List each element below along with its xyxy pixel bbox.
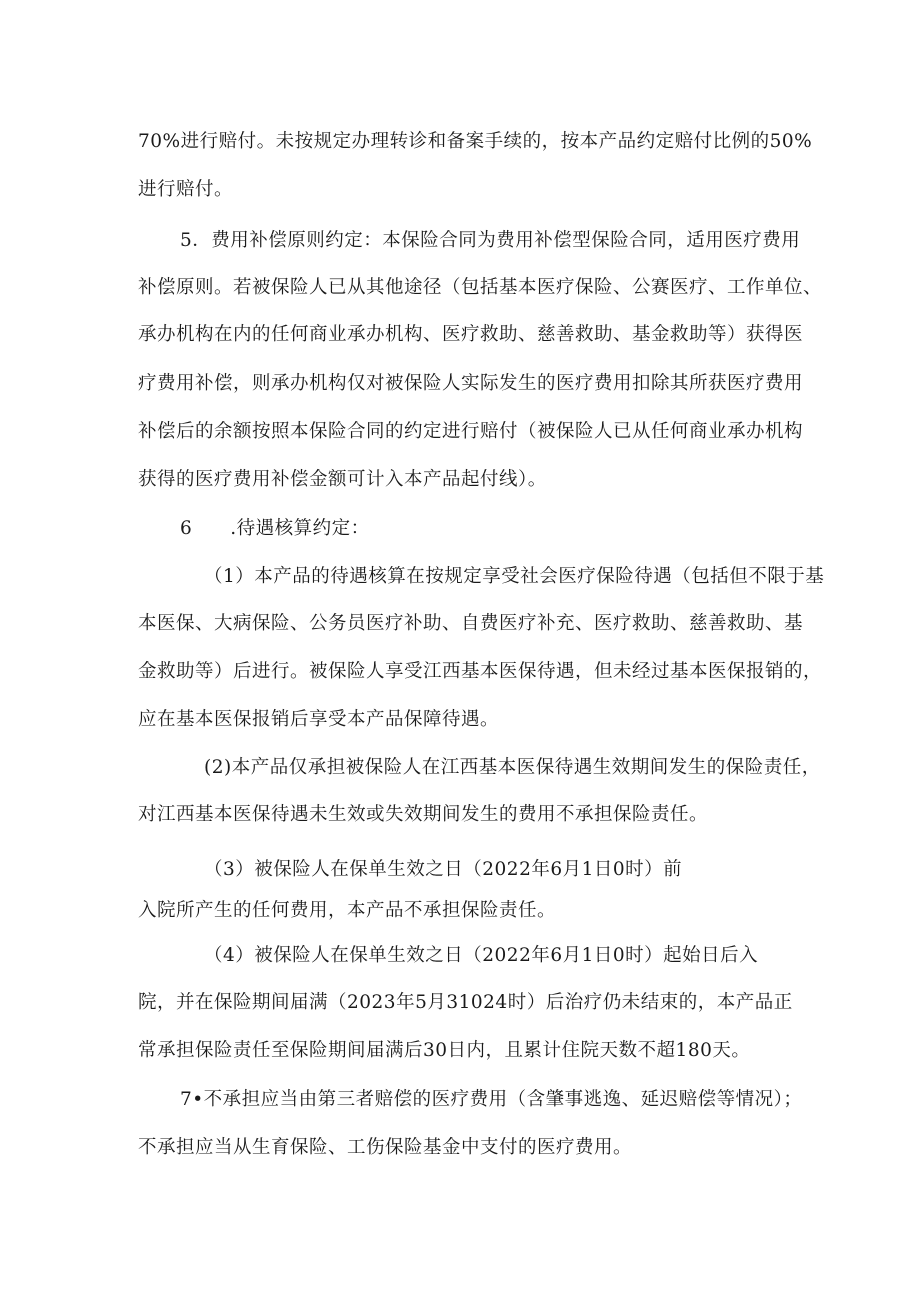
text-line: 进行赔付。 [138, 179, 234, 200]
text-line: 不承担应当从生育保险、工伤保险基金中支付的医疗费用。 [138, 1137, 633, 1158]
text-line: 70%进行赔付。未按规定办理转诊和备案手续的，按本产品约定赔付比例的50% [138, 131, 813, 152]
text-line: （3）被保险人在保单生效之日（2022年6月1日0时）前 [204, 859, 683, 880]
text-line: 承办机构在内的任何商业承办机构、医疗救助、慈善救助、基金救助等）获得医 [138, 324, 804, 345]
text-line: 常承担保险责任至保险期间届满后30日内，且累计住院天数不超180天。 [138, 1040, 751, 1061]
text-line: (2)本产品仅承担被保险人在江西基本医保待遇生效期间发生的保险责任， [204, 757, 821, 778]
text-line: 获得的医疗费用补偿金额可计入本产品起付线）。 [138, 469, 547, 490]
text-line: （1）本产品的待遇核算在按规定享受社会医疗保险待遇（包括但不限于基 [204, 566, 825, 587]
text-line: 应在基本医保报销后享受本产品保障待遇。 [138, 709, 500, 730]
text-line: 5．费用补偿原则约定：本保险合同为费用补偿型保险合同，适用医疗费用 [180, 230, 801, 251]
text-line: 入院所产生的任何费用，本产品不承担保险责任。 [138, 900, 557, 921]
text-line: （4）被保险人在保单生效之日（2022年6月1日0时）起始日后入 [204, 945, 759, 966]
text-line: 金救助等）后进行。被保险人享受江西基本医保待遇，但未经过基本医保报销的， [138, 661, 823, 682]
text-line: 6 .待遇核算约定： [180, 518, 370, 539]
text-line: 补偿原则。若被保险人已从其他途径（包括基本医疗保险、公赛医疗、工作单位、 [138, 277, 823, 298]
text-line: 疗费用补偿，则承办机构仅对被保险人实际发生的医疗费用扣除其所获医疗费用 [138, 373, 804, 394]
text-line: 院，并在保险期间届满（2023年5月31024时）后治疗仍未结束的，本产品正 [138, 992, 793, 1013]
text-line: 本医保、大病保险、公务员医疗补助、自费医疗补充、医疗救助、慈善救助、基 [138, 613, 804, 634]
text-line: 7•不承担应当由第三者赔偿的医疗费用（含肇事逃逸、延迟赔偿等情况）； [180, 1089, 803, 1110]
text-line: 补偿后的余额按照本保险合同的约定进行赔付（被保险人已从任何商业承办机构 [138, 421, 804, 442]
text-line: 对江西基本医保待遇未生效或失效期间发生的费用不承担保险责任。 [138, 804, 709, 825]
